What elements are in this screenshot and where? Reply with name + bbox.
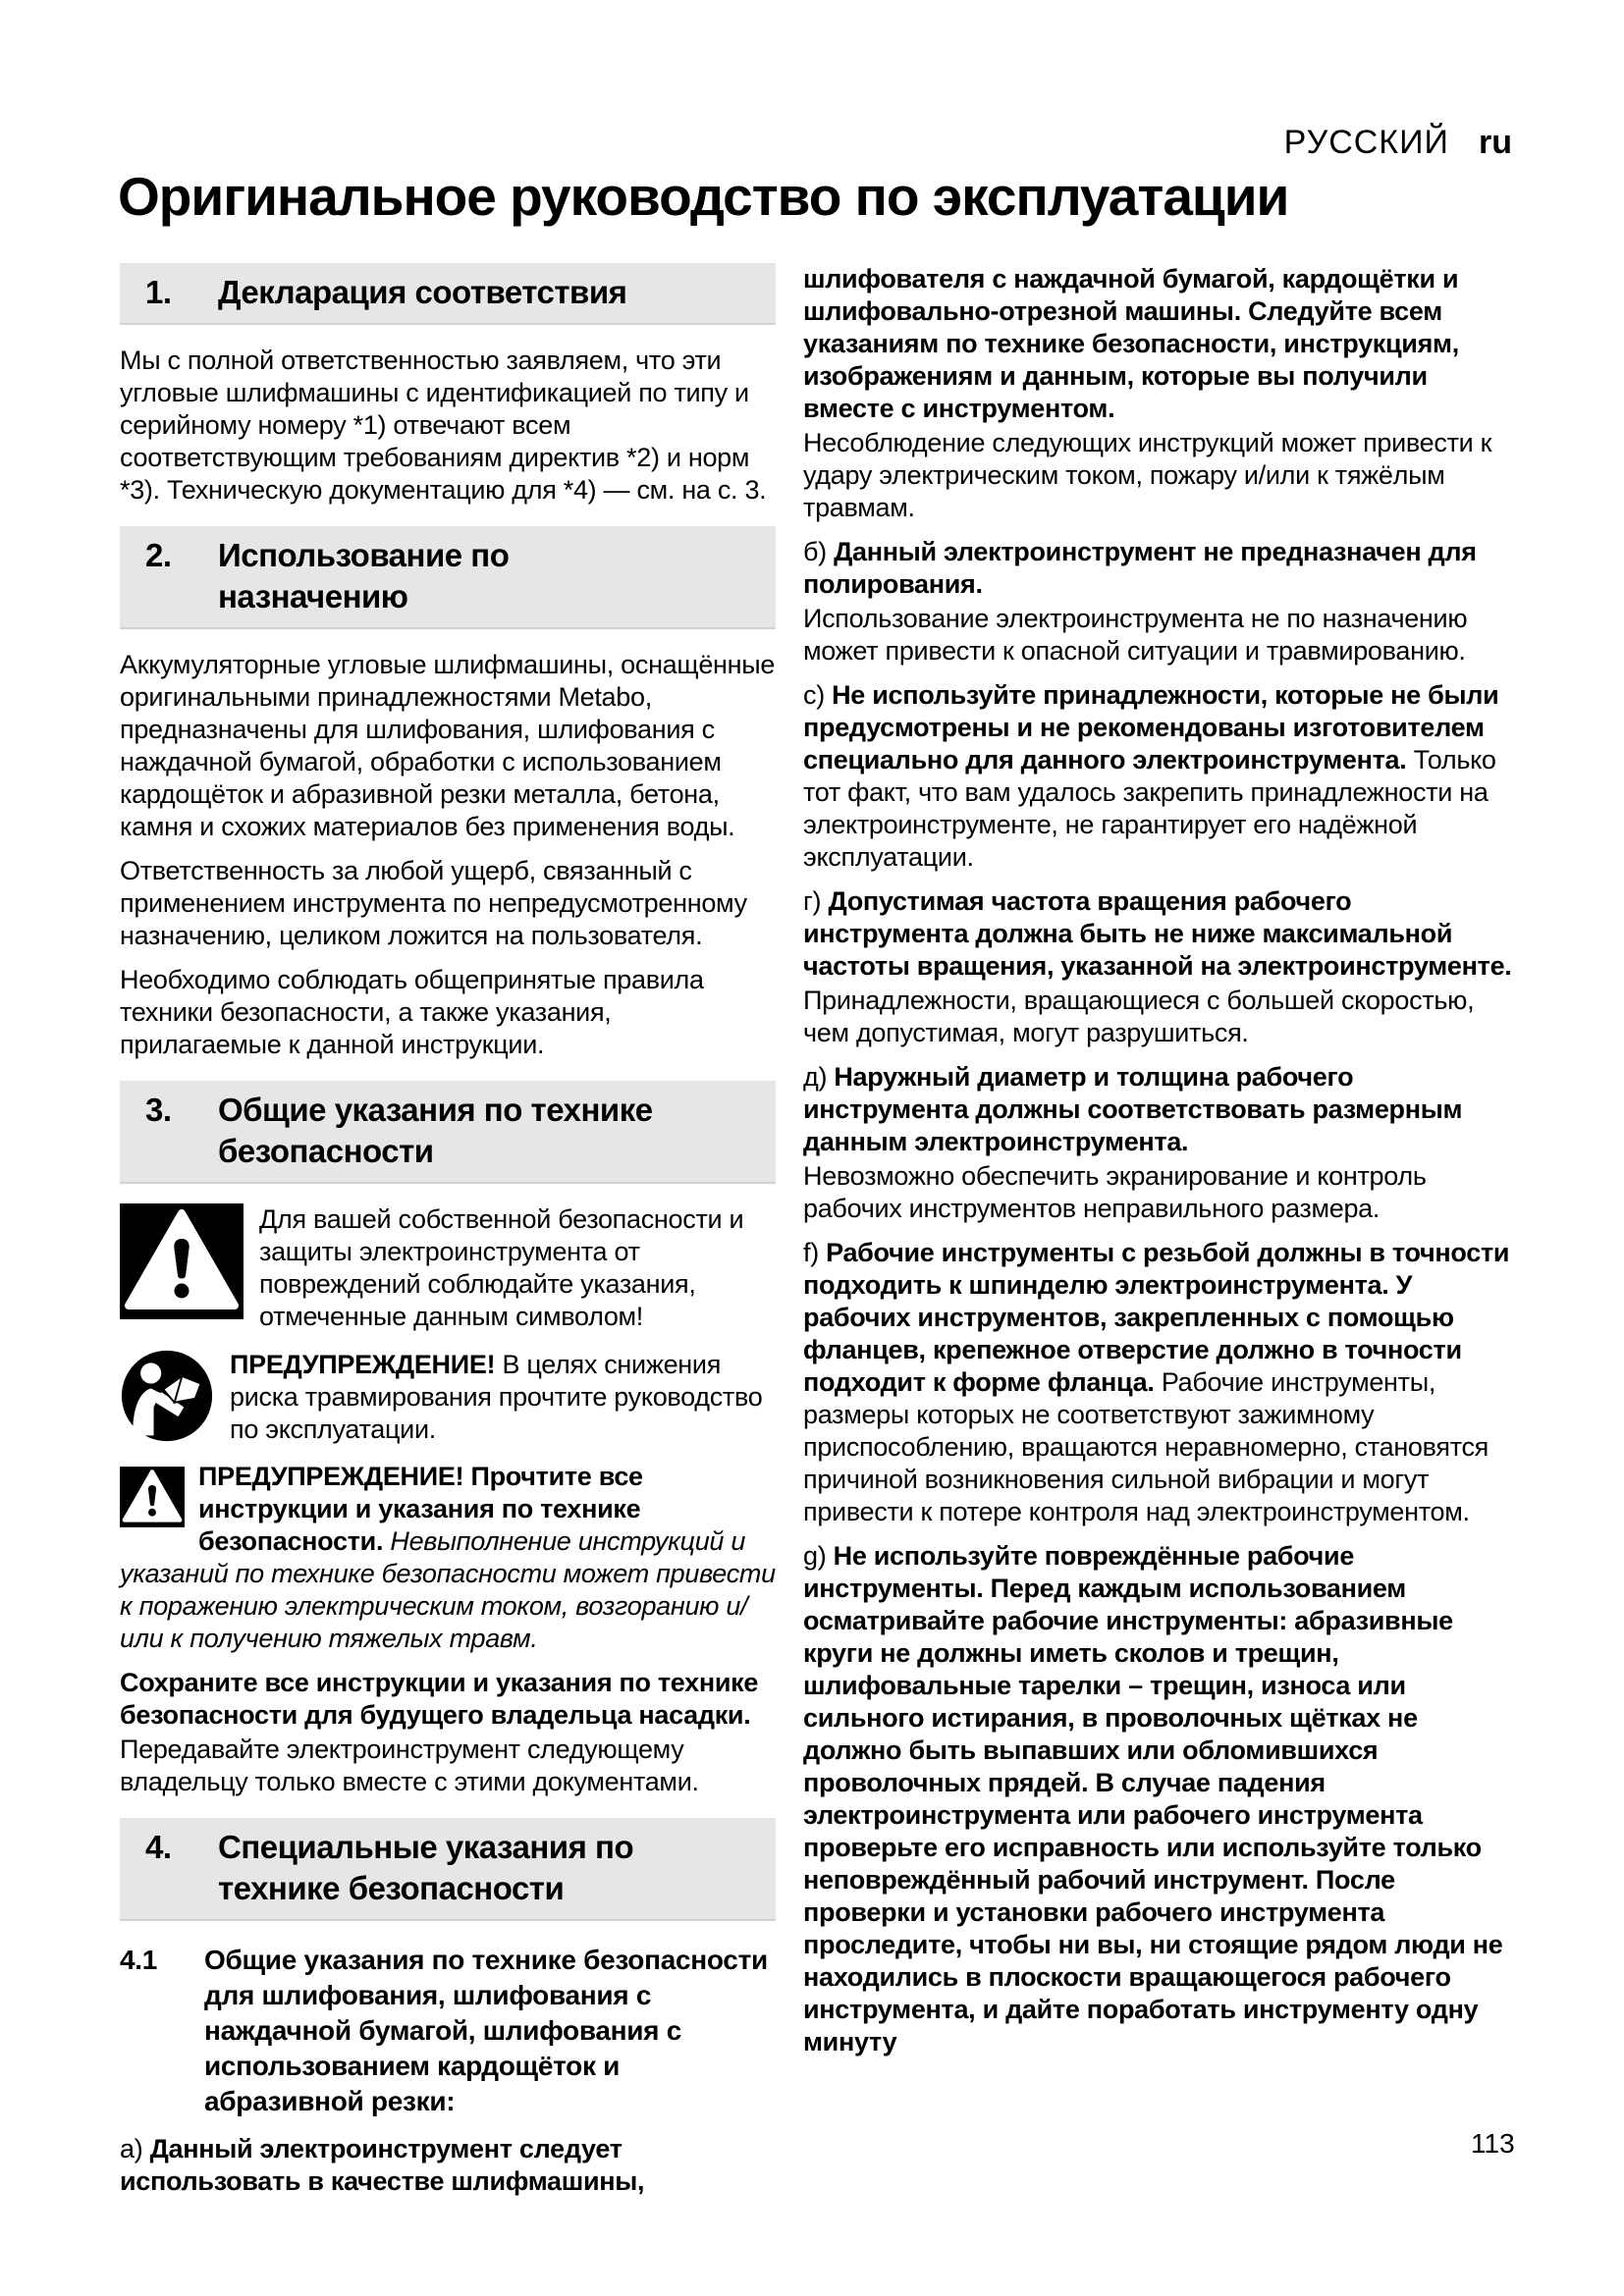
section-4-title: Специальные указания по технике безопасности <box>218 1829 634 1906</box>
item-e-bold: Наружный диаметр и толщина рабочего инструмента должны соответствовать размерным данным электроинструмента. <box>803 1062 1463 1156</box>
item-a-letter: a) <box>120 2134 143 2163</box>
intended-use-paragraph-3: Необходимо соблюдать общепринятые правила техники безопасности, а также указания, прилагаемые к данной инструкции. <box>120 965 704 1059</box>
read-manual-icon <box>120 1349 214 1451</box>
section-3-number: 3. <box>145 1092 172 1128</box>
item-e-rest: Невозможно обеспечить экранирование и контроль рабочих инструментов неправильного размера. <box>803 1161 1427 1223</box>
item-f-paragraph <box>803 1237 1512 1528</box>
warning-triangle-small-icon <box>120 1467 185 1535</box>
read-manual-text <box>230 1349 776 1446</box>
item-d-bold: Допустимая частота вращения рабочего инструмента должна быть не ниже максимальной частоты вращения, указанной на электроинструменте. <box>803 886 1512 981</box>
warning-triangle-icon <box>120 1203 244 1327</box>
language-header <box>1284 124 1512 161</box>
page-title: Оригинальное руководство по эксплуатации <box>118 166 1289 227</box>
item-c-letter: с) <box>803 680 825 710</box>
section-1-header <box>120 263 776 323</box>
item-b-bold: Данный электроинструмент не предназначен для полирования. <box>803 537 1477 599</box>
item-f-bold: Рабочие инструменты с резьбой должны в точности подходить к шпинделю электроинструмента. У рабочих инструментов, закрепленных с помощью фланцев, крепежное отверстие должно в точности подходит к форме фланца. <box>803 1238 1510 1397</box>
declaration-paragraph: Мы с полной ответственностью заявляем, что эти угловые шлифмашины с идентификацией по типу и серийному номеру *1) отвечают всем соответствующим требованиям директив *2) и норм *3). Техническую документацию для *4) — см. на с. 3. <box>120 346 767 505</box>
right-column <box>803 263 1512 2070</box>
item-g-letter: g) <box>803 1541 827 1571</box>
subsection-4-1-title: Общие указания по технике безопасности для шлифования, шлифования с наждачной бумагой, шлифования с использованием кардощёток и абразивной резки: <box>204 1945 768 2116</box>
intended-use-paragraph-1: Аккумуляторные угловые шлифмашины, оснащённые оригинальными принадлежностями Metabo, предназначены для шлифования, шлифования с наждачной бумагой, обработки с использованием кардощёток и абразивной резки металла, бетона, камня и схожих материалов без применения воды. <box>120 650 776 841</box>
warning-word: ПРЕДУПРЕЖДЕНИЕ! <box>230 1350 496 1379</box>
warning-symbol-text: Для вашей собственной безопасности и защиты электроинструмента от повреждений соблюдайте указания, отмеченные данным символом! <box>259 1204 744 1331</box>
item-a-bold: Данный электроинструмент следует использовать в качестве шлифмашины, <box>120 2134 645 2196</box>
item-e-bold-paragraph <box>803 1061 1512 1158</box>
item-e-letter: д) <box>803 1062 828 1092</box>
keep-instructions-paragraph: Сохраните все инструкции и указания по технике безопасности для будущего владельца насадки. <box>120 1668 759 1730</box>
section-1-title: Декларация соответствия <box>218 274 627 310</box>
page-number: 113 <box>1471 2128 1515 2159</box>
section-2-title: Использование по назначению <box>218 537 510 614</box>
intended-use-paragraph-2: Ответственность за любой ущерб, связанный с применением инструмента по непредусмотренному назначению, целиком ложится на пользователя. <box>120 856 747 950</box>
section-1-number: 1. <box>145 274 172 310</box>
language-code: ru <box>1479 124 1512 161</box>
item-b-letter: б) <box>803 537 827 566</box>
item-a-continued-rest: Несоблюдение следующих инструкций может привести к удару электрическим током, пожару и/или к тяжёлым травмам. <box>803 428 1492 522</box>
item-a-continued-bold: шлифователя с наждачной бумагой, кардощётки и шлифовально-отрезной машины. Следуйте всем указаниям по технике безопасности, инструкциям, изображениям и данным, которые вы получили вместе с инструментом. <box>803 264 1459 423</box>
language-label: РУССКИЙ <box>1283 124 1449 161</box>
subsection-4-1-number: 4.1 <box>120 1945 158 1975</box>
read-all-instructions-warning <box>120 1461 776 1655</box>
item-f-rest: Рабочие инструменты, размеры которых не соответствуют зажимному приспособлению, вращаются неравномерно, становятся причиной возникновения сильной вибрации и могут привести к потере контроля над электроинструментом. <box>803 1367 1489 1526</box>
item-d-bold-paragraph <box>803 885 1512 983</box>
item-g-bold: Не используйте повреждённые рабочие инструменты. Перед каждым использованием осматривайте рабочие инструменты: абразивные круги не должны иметь сколов и трещин, шлифовальные тарелки – трещин, износа или сильного истирания, в проволочных щётках не должно быть выпавших или обломившихся проволочных прядей. В случае падения электроинструмента или рабочего инструмента проверьте его исправность или используйте только неповреждённый рабочий инструмент. После проверки и установки рабочего инструмента проследите, чтобы ни вы, ни стоящие рядом люди не находились в плоскости вращающегося рабочего инструмента, и дайте поработать инструменту одну минуту <box>803 1541 1503 2056</box>
item-d-rest: Принадлежности, вращающиеся с большей скоростью, чем допустимая, могут разрушиться. <box>803 986 1475 1047</box>
item-d-letter: г) <box>803 886 822 916</box>
warning-symbol-note <box>120 1203 776 1333</box>
item-a-paragraph <box>120 2133 776 2198</box>
item-c-paragraph <box>803 679 1512 874</box>
read-manual-warning <box>120 1349 776 1451</box>
section-4-header <box>120 1818 776 1919</box>
subsection-4-1-heading <box>120 1943 776 2119</box>
item-b-rest: Использование электроинструмента не по назначению может привести к опасной ситуации и травмированию. <box>803 604 1468 666</box>
item-c-bold: Не используйте принадлежности, которые не были предусмотрены и не рекомендованы изготовителем специально для данного электроинструмента. <box>803 680 1499 774</box>
section-4-number: 4. <box>145 1829 172 1865</box>
item-b-bold-paragraph <box>803 536 1512 601</box>
read-manual-body: В целях снижения риска травмирования прочтите руководство по эксплуатации. <box>230 1350 763 1444</box>
pass-on-tool-paragraph: Передавайте электроинструмент следующему владельцу только вместе с этими документами. <box>120 1735 699 1796</box>
item-f-letter: f) <box>803 1238 819 1267</box>
read-all-instructions-bold: ПРЕДУПРЕЖДЕНИЕ! Прочтите все инструкции и указания по технике безопасности. <box>198 1462 643 1556</box>
left-column <box>120 263 776 2210</box>
section-2-number: 2. <box>145 537 172 573</box>
item-g-paragraph <box>803 1540 1512 2058</box>
item-c-rest: Только тот факт, что вам удалось закрепить принадлежности на электроинструменте, не гарантирует его надёжной эксплуатации. <box>803 745 1496 872</box>
section-2-header <box>120 526 776 627</box>
section-3-header <box>120 1081 776 1182</box>
read-all-instructions-italic: Невыполнение инструкций и указаний по технике безопасности может привести к поражению электрическим током, возгоранию и/или к получению тяжелых травм. <box>120 1526 776 1653</box>
section-3-title: Общие указания по технике безопасности <box>218 1092 653 1169</box>
